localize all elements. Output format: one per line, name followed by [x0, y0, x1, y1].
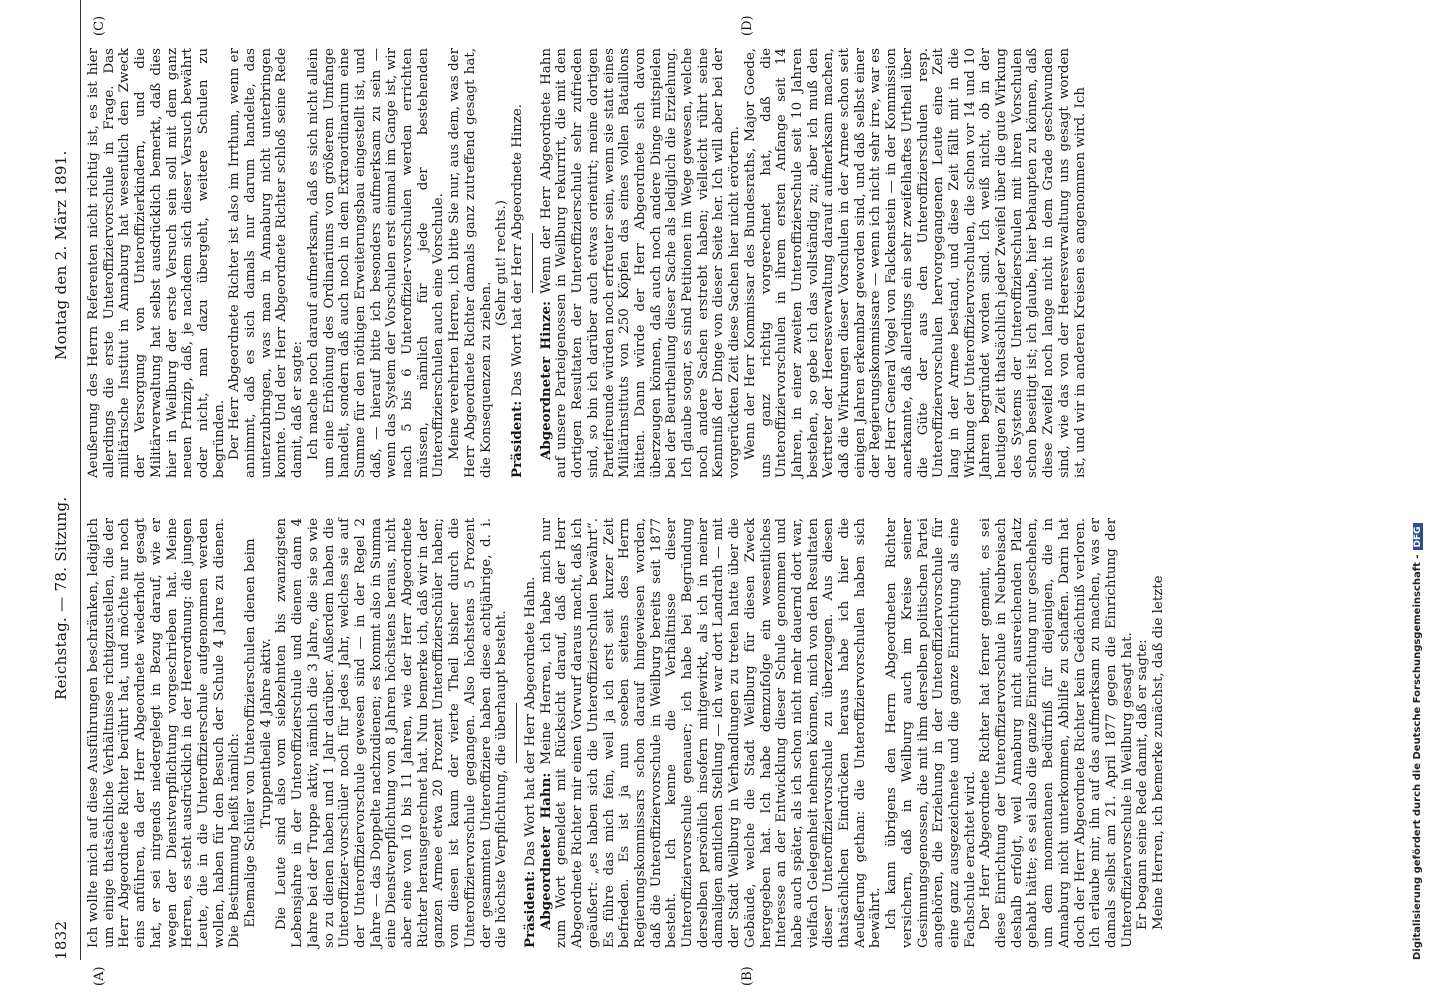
paragraph: Meine verehrten Herren, ich bitte Sie nur, aus dem, was der Herr Abgeordnete Richter damals ganz zutreffend gesagt hat, die Konsequenzen zu ziehen. [447, 48, 494, 478]
header-center: Reichstag. — 78. Sitzung. [52, 496, 70, 700]
applause-note: (Sehr gut! rechts.) [494, 200, 510, 327]
margin-mark-b: (B) [740, 966, 755, 986]
digitization-credit [1412, 20, 1423, 960]
margin-mark-c: (C) [92, 15, 107, 36]
margin-mark-d: (D) [740, 15, 755, 36]
paragraph: Wenn der Herr Kommissar des Bundesraths, Major Goede, uns ganz richtig vorgerechnet hat, daß die Unteroffiziervorschulen in ihrem ersten Anfange seit 14 Jahren, in einer zweiten Unteroffizierschule seit 10 Jahren bestehen, so gebe ich das vollständig zu; aber ich muß den Vertreter der Heeresverwaltung darauf aufmerksam machen, daß die Wirkungen dieser Vorschulen in der Armee schon seit einigen Jahren erkennbar geworden sind, und daß selbst einer der Regierungskommissare — wenn ich nicht sehr irre, war es der Herr General Vogel von Falckenstein — in der Kommission anerkannte, daß allerdings ein sehr zweifelhaftes Urtheil über die Güte der aus den Unteroffizierschulen resp. Unteroffiziervorschulen hervorgegangenen Leute eine Zeit lang in der Armee bestand, und diese Zeit fällt mit in die Wirkung der Unteroffiziervorschulen, die schon vor 14 und 10 Jahren begründet worden sind. Ich weiß nicht, ob in der heutigen Zeit thatsächlich jeder Zweifel über die gute Wirkung des Systems der Unteroffizierschulen mit ihren Vorschulen schon beseitigt ist; ich glaube, hier behaupten zu können, daß diese Zweifel noch lange nicht in dem Grade geschwunden sind, wie das von der Heeresverwaltung uns gesagt worden ist, und wir in anderen Kreisen es angenommen wird. Ich [742, 48, 1088, 478]
dfg-logo: DFG [1413, 523, 1423, 550]
paragraph: Der Herr Abgeordnete Richter ist also im Irrthum, wenn er annimmt, daß es sich damals nur darum handelte, das unterzubringen, was man in Annaburg nicht unterbringen konnte. Und der Herr Abgeordnete Richter schloß seine Rede damit, daß er sagte: [227, 48, 306, 478]
left-column [86, 518, 1167, 948]
separator [516, 703, 517, 763]
quoted-regulation: Ehemalige Schüler von Unteroffizierschulen dienen beim Truppentheile 4 Jahre aktiv. [243, 538, 274, 928]
speech-paragraph [539, 518, 884, 948]
speaker-label: Abgeordneter Hinze: [537, 300, 554, 460]
page-number: 1832 [52, 920, 70, 960]
paragraph: Aeußerung des Herrn Referenten nicht richtig ist, es ist hier allerdings die erste Unteroffiziervorschule in Frage. Das militärische Institut in Annaburg hat wesentlich den Zweck der Versorgung von Unteroffizierkindern, und die Militärverwaltung hat selbst ausdrücklich bemerkt, daß dies hier in Weilburg der erste Versuch sein soll mit dem ganz neuen Prinzip, daß, je nachdem sich dieser Versuch bewährt oder nicht, man dazu übergeht, weitere Schulen zu begründen. [86, 48, 227, 478]
speaker-label: Abgeordneter Hahn: [537, 772, 554, 930]
margin-mark-a: (A) [92, 966, 107, 986]
speech-text: Meine Herren, ich habe mich nur zum Wort gemeldet mit Rücksicht darauf, daß der Herr Abgeordnete Richter mir einen Vorwurf daraus macht, daß ich geäußert: „es haben sich die Unteroffizierschulen bewährt“. Es führe das mich fein, weil ja ich erst seit kurzer Zeit befrieden. Es ist ja nun soeben seitens des Herrn Regierungskommissars schon darauf hingewiesen worden, daß die Unteroffiziervorschule in Weilburg bereits seit 1877 besteht. Ich kenne die Verhältnisse dieser Unteroffiziervorschule genauer; ich habe bei Begründung derselben persönlich insofern mitgewirkt, als ich in meiner damaligen amtlichen Stellung — ich war dort Landrath — mit der Stadt Weilburg in Verhandlungen zu treten hatte über die Gebäude, welche die Stadt Weilburg für diesen Zweck hergegeben hat. Ich habe demzufolge ein wesentliches Interesse an der Entwicklung dieser Schule genommen und habe auch später, als ich schon nicht mehr dauernd dort war, vielfach Gelegenheit nehmen können, mich von den Resultaten dieser Unteroffiziervorschule zu überzeugen. Aus diesen thatsächlichen Eindrücken heraus habe ich hier die Aeußerung gethan: die Unteroffiziervorschulen haben sich bewährt. [538, 518, 884, 948]
separator [532, 233, 533, 293]
president-text: Das Wort hat der Herr Abgeordnete Hahn. [522, 576, 538, 867]
president-text: Das Wort hat der Herr Abgeordnete Hinze. [509, 103, 525, 397]
header-date: Montag den 2. März 1891. [52, 150, 70, 360]
right-column [86, 48, 1088, 478]
president-remark [510, 48, 526, 478]
speaker-label: Präsident: [521, 870, 538, 948]
header-rule [80, 0, 81, 960]
paragraph: Ich wollte mich auf diese Ausführungen beschränken, lediglich um einige thatsächliche Verhältnisse richtigzustellen, die der Herr Abgeordnete Richter berührt hat, und möchte nur noch eins anführen, da der Herr Abgeordnete wiederholt gesagt hat, er sei nirgends niedergelegt in Bezug darauf, wie er wegen der Dienstverpflichtung vorgeschrieben hat. Meine Herren, es steht ausdrücklich in der Heerordnung: die jungen Leute, die in die Unteroffizierschule aufgenommen werden wollen, haben für den Besuch der Schule 4 Jahre zu dienen. Die Bestimmung heißt nämlich: [86, 518, 243, 948]
paragraph: Der Herr Abgeordnete Richter hat ferner gemeint, es sei diese Einrichtung der Unteroffiziervorschule in Neubreisach deshalb erfolgt, weil Annaburg nicht ausreichenden Platz gehabt hätte; es sei also die ganze Einrichtung nur geschehen, um dem momentanen Bedürfniß für diejenigen, die in Annaburg nicht unterkommen, Abhilfe zu schaffen. Darin hat doch der Herr Abgeordnete Richter kein Gedächtniß verloren. Ich erlaube mir, ihn auf das aufmerksam zu machen, was er damals selbst am 21. April 1877 gegen die Einrichtung der Unteroffiziervorschule in Weilburg gesagt hat. [978, 518, 1135, 948]
paragraph: Meine Herren, ich bemerke zunächst, daß die letzte [1151, 575, 1167, 930]
speaker-label: Präsident: [508, 400, 525, 478]
speech-paragraph [539, 48, 743, 478]
president-remark [523, 518, 539, 948]
paragraph: Ich kann übrigens den Herrn Abgeordneten Richter versichern, daß in Weilburg auch im Kreise seiner Gesinnungsgenossen, die mit ihm derselben politischen Partei angehören, die Erziehung in der Unteroffiziervorschule für eine ganz ausgezeichnete und die ganze Einrichtung als eine Fachschule erachtet wird. [884, 518, 978, 948]
paragraph: Die Leute sind also vom siebzehnten bis zwanzigsten Lebensjahre in der Unteroffizierschule und dienen dann 4 Jahre bei der Truppe aktiv, nämlich die 3 Jahre, die sie so wie so zu dienen haben und 1 Jahr darüber. Außerdem haben die Unteroffizier-vorschüler noch für jedes Jahr, welches sie auf der Unteroffiziervorschule gewesen sind — in der Regel 2 Jahre — das Doppelte nachzudienen; es kommt also in Summa eine Dienstverpflichtung von 8 Jahren höchstens heraus, nicht aber eine von 10 bis 11 Jahren, wie der Herr Abgeordnete Richter herausgerechnet hat. Nun bemerke ich, daß wir in der ganzen Armee etwa 20 Prozent Unteroffizierschüler haben; von diesen ist kaum der vierte Theil bisher durch die Unteroffiziervorschule gegangen. Also höchstens 5 Prozent der gesammten Unteroffiziere haben diese achtjährige, d. i. die höchste Verpflichtung, die überhaupt besteht. [274, 518, 510, 948]
quoted-speech: Ich mache noch darauf aufmerksam, daß es sich nicht allein um eine Erhöhung des Ordinariums von größerem Umfange handelt, sondern daß auch noch in dem Extraordinarium eine Summe für den nöthigen Erweiterungsbau eingestellt ist, und daß, — hierauf bitte ich besonders aufmerksam zu sein — wenn das System der Vorschulen erst einmal im Gange ist, wir nach 5 bis 6 Unteroffizier-vorschulen werden errichten müssen, nämlich für jede der bestehenden Unteroffizierschulen auch eine Vorschule. [305, 48, 447, 478]
speech-text: Wenn der Herr Abgeordnete Hahn auf unsere Parteigenossen in Weilburg rekurrirt, die mit den dortigen Resultaten der Unteroffizierschule sehr zufrieden sind, so bin ich darüber auch etwas orientirt; meine dortigen Parteifreunde würden noch erfreuter sein, wenn sie statt eines Militärinstituts von 250 Köpfen das eines vollen Bataillons hätten. Dann würde der Herr Abgeordnete sich davon überzeugen können, daß auch noch andere Dinge mitspielen bei der Beurtheilung dieser Sache als lediglich die Erziehung. Ich glaube sogar, es sind Petitionen im Wege gewesen, welche noch andere Sachen erstrebt haben; vielleicht rührt seine Kenntniß der Dinge von dieser Seite her. Ich will aber bei der vorgerückten Zeit diese Sachen hier nicht erörtern. [538, 48, 743, 478]
credit-text: Digitalisierung gefördert durch die Deutsche Forschungsgemeinschaft - [1412, 554, 1423, 960]
paragraph: Er begann seine Rede damit, daß er sagte: [1135, 639, 1151, 930]
